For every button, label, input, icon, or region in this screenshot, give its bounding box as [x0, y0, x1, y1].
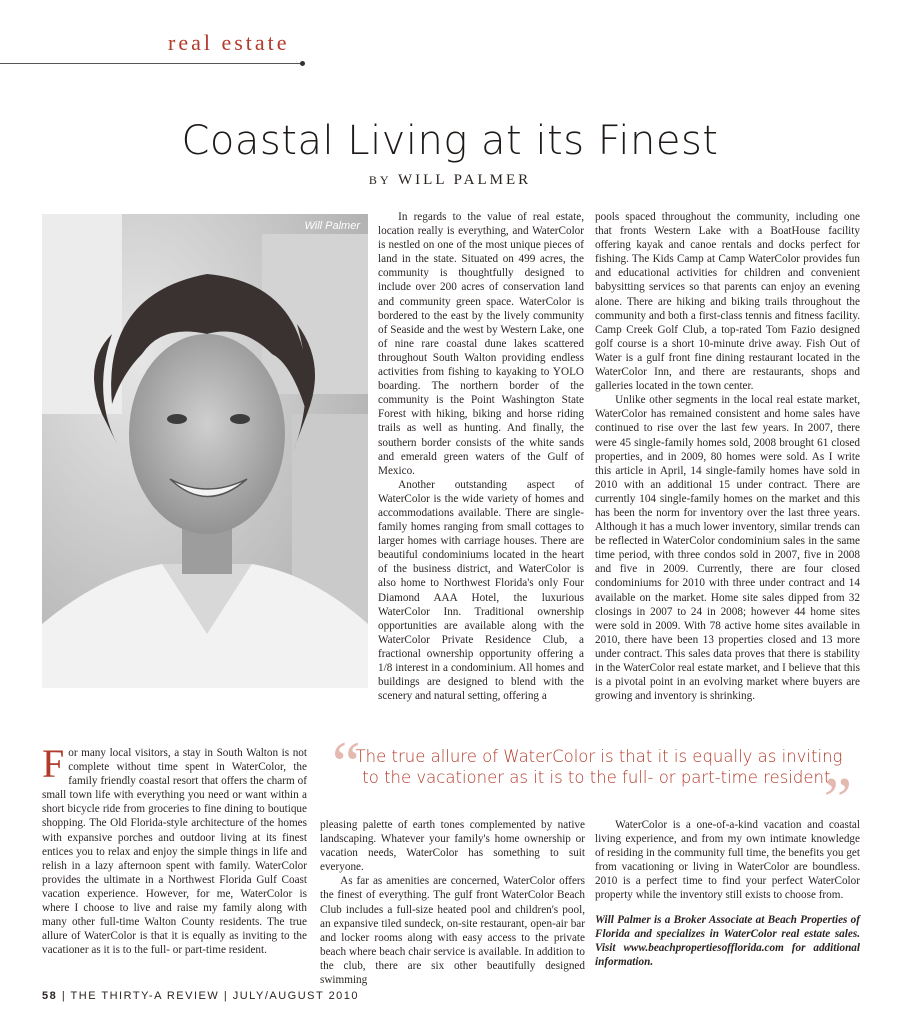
footer-divider: | [223, 990, 233, 1002]
author-bio: Will Palmer is a Broker Associate at Beach Properties of Florida and specializes in WaterColor real estate sales. Visit www.beachpropertiesofflorida.com for additional information. [595, 913, 860, 968]
byline-author: WILL PALMER [398, 172, 532, 188]
drop-cap: F [42, 741, 65, 786]
close-quote-mark-icon: ” [823, 764, 852, 835]
section-rule-dot [300, 61, 305, 66]
pull-quote [332, 728, 852, 835]
article-column-1 [378, 210, 584, 703]
footer-divider: | [61, 990, 71, 1002]
paragraph: As far as amenities are concerned, WaterColor offers the finest of everything. The gulf front WaterColor Beach Club includes a full-size heated pool and children's pool, an expansive tiled sundeck, on-site restaurant, open-air bar and locker rooms along with easy access to the private beach where beach chair service is available. In addition to the club, there are six other beautifully designed swimming [320, 875, 585, 987]
page-number: 58 [42, 990, 58, 1002]
paragraph: pools spaced throughout the community, including one that fronts Western Lake with a BoatHouse facility offering kayak and canoe rentals and docks perfect for fishing. The Kids Camp at Camp WaterColor provides fun and educational activities for children and convenient babysitting services so that parents can enjoy an evening alone. There are hiking and biking trails throughout the community and both a first-class tennis and fitness facility. Camp Creek Golf Club, a top-rated Tom Fazio designed golf course is a short 10-minute drive away. Fish Out of Water is a gulf front fine dining restaurant located in the WaterColor Inn, and there are restaurants, shops and galleries located in the town center. [595, 211, 860, 393]
section-rule [0, 63, 302, 64]
paragraph: Unlike other segments in the local real estate market, WaterColor has remained consistent and home sales have continued to rise over the last few years. In 2007, there were 45 single-family homes sold, 2008 brought 61 closed properties, and in 2009, 80 homes were sold. As I write this article in April, 14 single-family homes have sold in 2010 with an additional 15 under contract. There are currently 104 single-family homes on the market and this has been the norm for inventory over the last three years. Although it has a much lower inventory, similar trends can be reflected in WaterColor condominium sales in the same time period, with three condos sold in 2007, five in 2008 and five in 2009. Currently, there are four closed condominiums for 2010 with three under contract and 14 available on the market. Home site sales dipped from 32 closings in 2007 to 24 in 2008; however 44 home sites were sold in 2009. With 78 active home sites available in 2010, there have been 13 properties closed and 13 more under contract. This sales data proves that there is stability in the WaterColor real estate market, and I believe that this is a pivotal point in an evolving market where buyers are growing and inventory is shrinking. [595, 394, 860, 703]
photo-caption: Will Palmer [304, 220, 360, 232]
paragraph: pleasing palette of earth tones complemented by native landscaping. Whatever your family's home ownership or vacation needs, WaterColor has something to suit everyone. [320, 819, 585, 874]
article-byline [0, 172, 900, 189]
article-column-3 [42, 741, 307, 957]
issue-date: JULY/AUGUST 2010 [232, 990, 360, 1002]
section-label: real estate [168, 30, 290, 55]
paragraph: WaterColor is a one-of-a-kind vacation and coastal living experience, and from my own intimate knowledge of residing in the community full time, the benefits you get from vacationing or living in WaterColor are boundless. 2010 is a perfect time to find your perfect WaterColor property while the inventory still exists to choose from. [595, 819, 860, 902]
page-footer [42, 990, 359, 1002]
author-photo [42, 214, 368, 688]
paragraph: Another outstanding aspect of WaterColor is the wide variety of homes and accommodations available. There are single-family homes ranging from small cottages to larger homes with carriage houses. There are beautiful condominiums located in the heart of the business district, and WaterColor is also home to Northwest Florida's only Four Diamond AAA Hotel, the luxurious WaterColor Inn. Traditional ownership opportunities are available along with the WaterColor Private Residence Club, a fractional ownership opportunity offering a 1/8 interest in a condominium. All homes and buildings are designed to blend with the scenery and natural setting, offering a [378, 478, 584, 703]
pull-quote-text: The true allure of WaterColor is that it is equally as inviting to the vacationer as it is to the full- or part-time resident. [355, 747, 843, 787]
article-column-2 [595, 210, 860, 703]
paragraph: or many local visitors, a stay in South Walton is not complete without time spent in WaterColor, the family friendly coastal resort that offers the charm of small town life with everything you need or want within a short bicycle ride from groceries to fine dining to boutique shopping. The Old Florida-style architecture of the homes with expansive porches and outdoor living at its finest entices you to relax and enjoy the simple things in life and relish in a lazy afternoon spent with family. WaterColor provides the ultimate in a Northwest Florida Gulf Coast vacation experience. However, for me, WaterColor is where I choose to live and raise my family along with many other full-time Walton County residents. The true allure of WaterColor is that it is equally as inviting to the vacationer as it is to the full- or part-time resident. [42, 747, 307, 957]
article-column-4 [320, 818, 585, 987]
article-headline: Coastal Living at its Finest [181, 118, 719, 164]
article-column-5 [595, 818, 860, 969]
publication-name: THE THIRTY-A REVIEW [70, 990, 220, 1002]
open-quote-mark-icon: “ [332, 728, 361, 799]
paragraph: In regards to the value of real estate, location really is everything, and WaterColor is nestled on one of the most unique pieces of land in the state. Situated on 499 acres, the community is thoughtfully designed to include over 200 acres of conservation land and community green space. WaterColor is bordered to the east by the lively community of Seaside and the west by Western Lake, one of nine rare coastal dune lakes scattered throughout South Walton providing endless activities from fishing to kayaking to YOLO boarding. The northern border of the community is the Point Washington State Forest with hiking, biking and horse riding trails as well as hunting. And finally, the southern border consists of the white sands and emerald green waters of the Gulf of Mexico. [378, 211, 584, 477]
byline-prefix: BY [368, 173, 392, 187]
author-portrait-image [42, 214, 368, 688]
